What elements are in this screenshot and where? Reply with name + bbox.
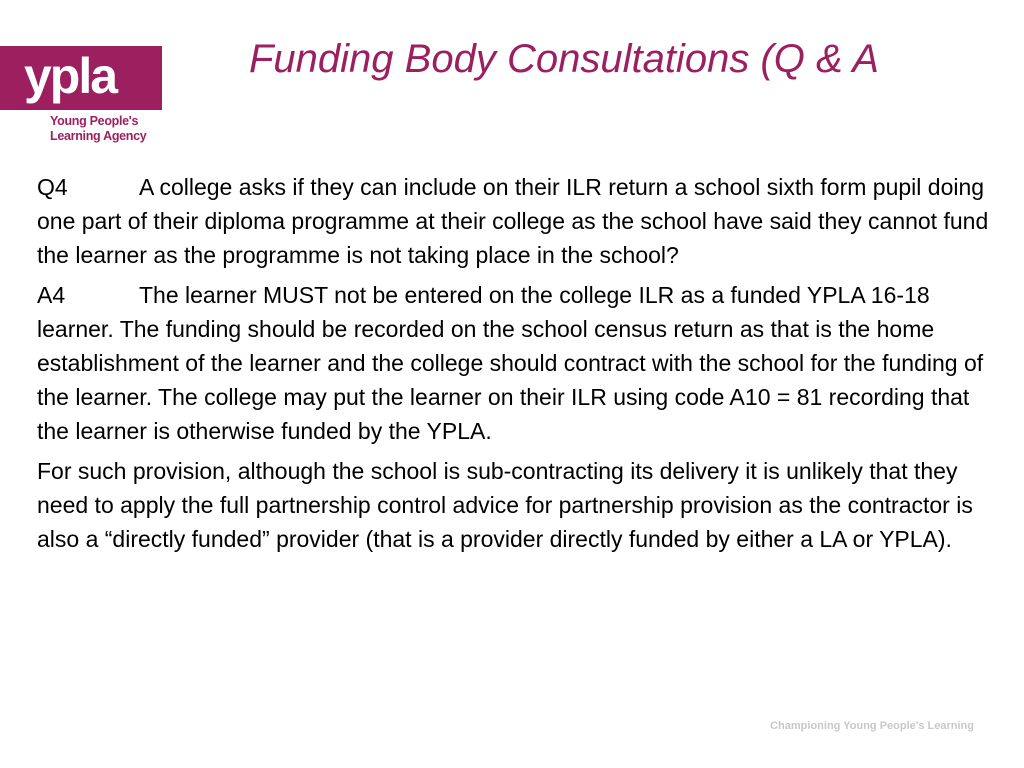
logo-wordmark: ypla — [24, 48, 117, 104]
question-label: Q4 — [37, 174, 68, 200]
question-text: A college asks if they can include on their ILR return a school sixth form pupil doing one part of their diploma programme at their college as the school have said they cannot fund the learner as the programme is not taking place in the school? — [37, 174, 989, 268]
logo-subtitle-line-1: Young People's — [50, 114, 139, 128]
answer-label: A4 — [37, 282, 66, 308]
slide-title: Funding Body Consultations (Q & A — [249, 37, 879, 81]
slide-body — [37, 170, 992, 562]
answer-paragraph — [37, 278, 992, 448]
logo-subtitle — [50, 114, 146, 144]
ypla-logo — [0, 46, 162, 110]
question-paragraph — [37, 170, 992, 272]
answer-text: The learner MUST not be entered on the college ILR as a funded YPLA 16-18 learner. The funding should be recorded on the school census return as that is the home establishment of the learner and the college should contract with the school for the funding of the learner. The college may put the learner on their ILR using code A10 = 81 recording that the learner is otherwise funded by the YPLA. — [37, 282, 984, 444]
logo-subtitle-line-2: Learning Agency — [50, 129, 147, 143]
footer-tagline: Championing Young People's Learning — [770, 720, 974, 732]
note-paragraph: For such provision, although the school is sub-contracting its delivery it is unlikely that they need to apply the full partnership control advice for partnership provision as the contractor is also a “directly funded” provider (that is a provider directly funded by either a LA or YPLA). — [37, 458, 973, 552]
